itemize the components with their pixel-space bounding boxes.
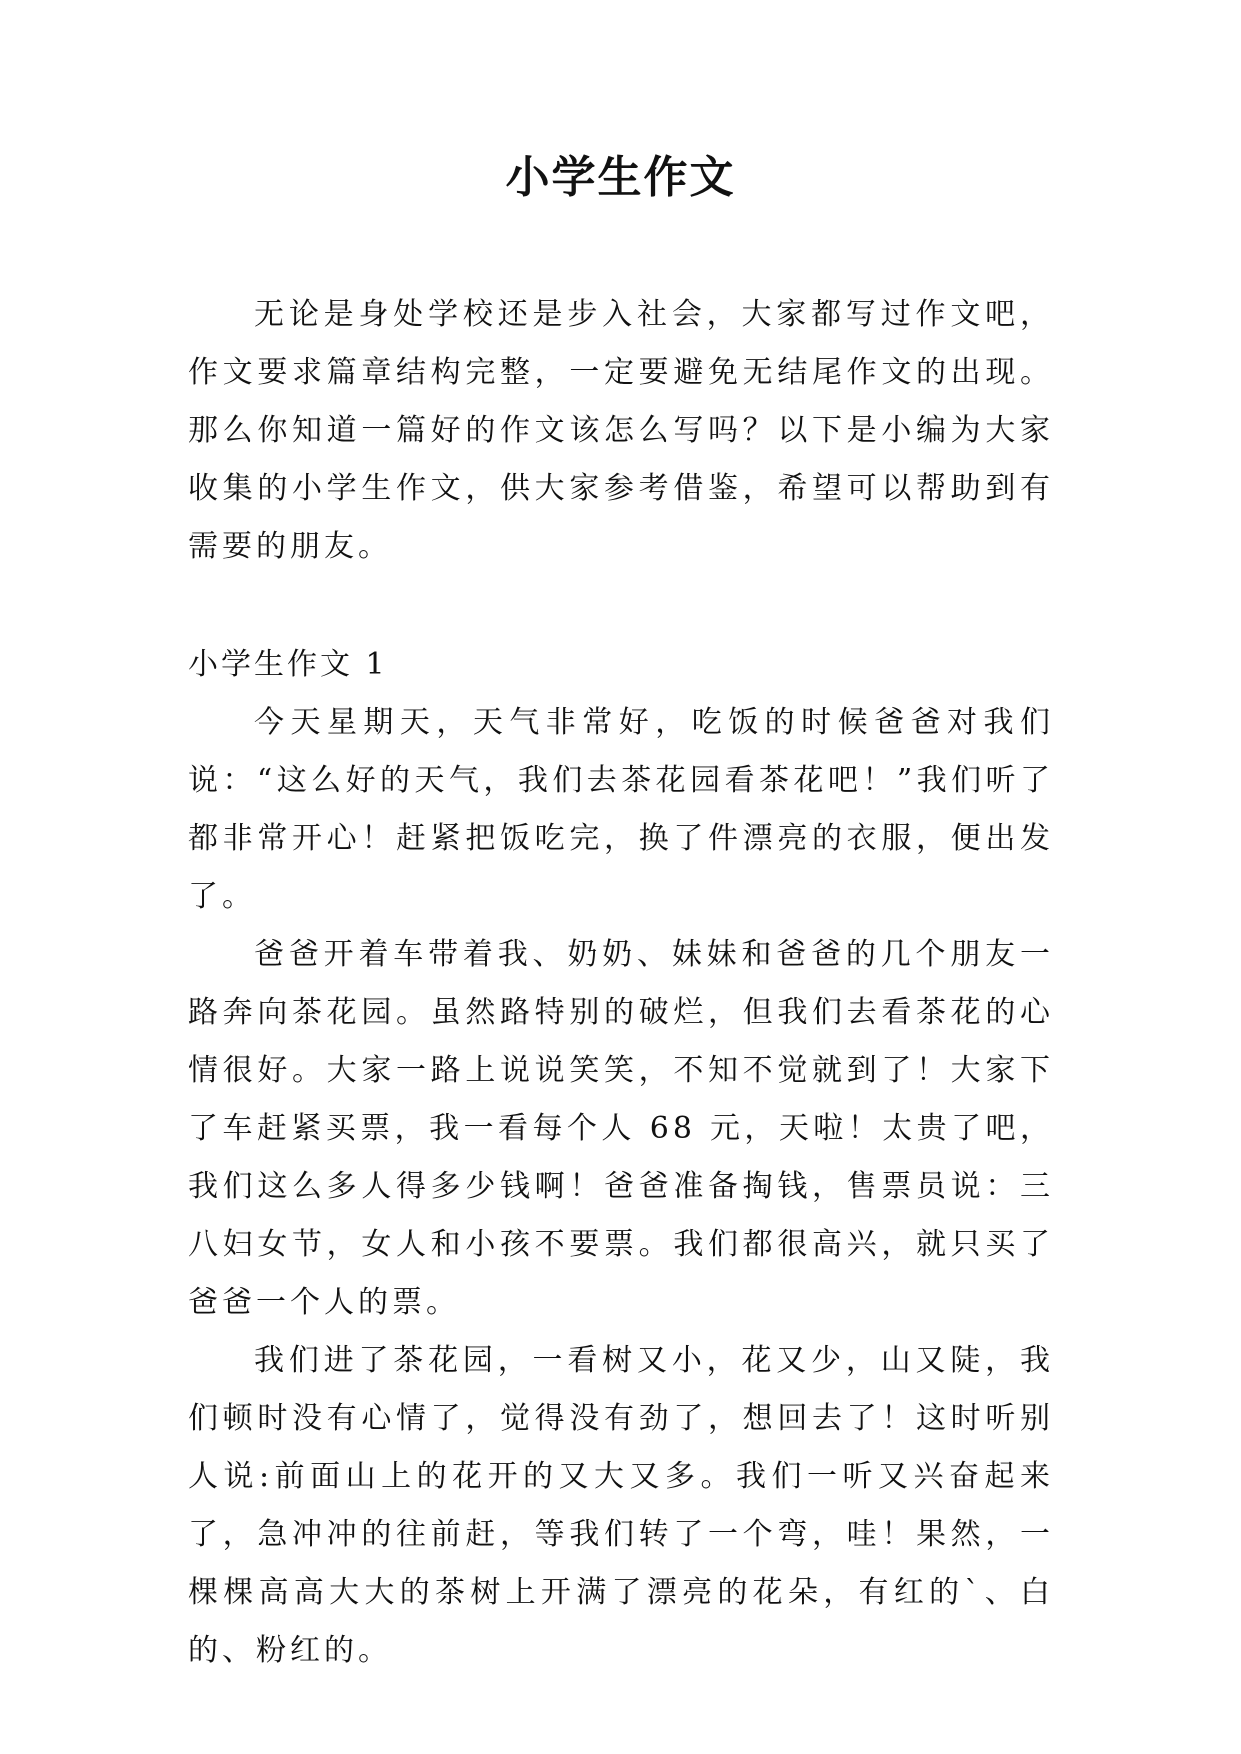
essay-paragraph: 我们进了茶花园，一看树又小，花又少，山又陡，我们顿时没有心情了，觉得没有劲了，想回去了！这时听别人说:前面山上的花开的又大又多。我们一听又兴奋起来了，急冲冲的往前赶，等我们转了一个弯，哇！果然，一棵棵高高大大的茶树上开满了漂亮的花朵，有红的`、白的、粉红的。 [188, 1343, 1054, 1668]
essay-body [188, 694, 1054, 1680]
essay-paragraph: 爸爸开着车带着我、奶奶、妹妹和爸爸的几个朋友一路奔向茶花园。虽然路特别的破烂，但我们去看茶花的心情很好。大家一路上说说笑笑，不知不觉就到了！大家下了车赶紧买票，我一看每个人 68 元，天啦！太贵了吧，我们这么多人得多少钱啊！爸爸准备掏钱，售票员说：三八妇女节，女人和小孩不要票。我们都很高兴，就只买了爸爸一个人的票。 [188, 937, 1054, 1320]
section-heading: 小学生作文 1 [188, 647, 388, 682]
essay-paragraph: 今天星期天，天气非常好，吃饭的时候爸爸对我们说：“这么好的天气，我们去茶花园看茶花吧！”我们听了都非常开心！赶紧把饭吃完，换了件漂亮的衣服，便出发了。 [188, 705, 1054, 914]
intro-paragraph: 无论是身处学校还是步入社会，大家都写过作文吧，作文要求篇章结构完整，一定要避免无结尾作文的出现。那么你知道一篇好的作文该怎么写吗？以下是小编为大家收集的小学生作文，供大家参考借鉴，希望可以帮助到有需要的朋友。 [188, 297, 1054, 564]
document-title: 小学生作文 [505, 152, 736, 203]
